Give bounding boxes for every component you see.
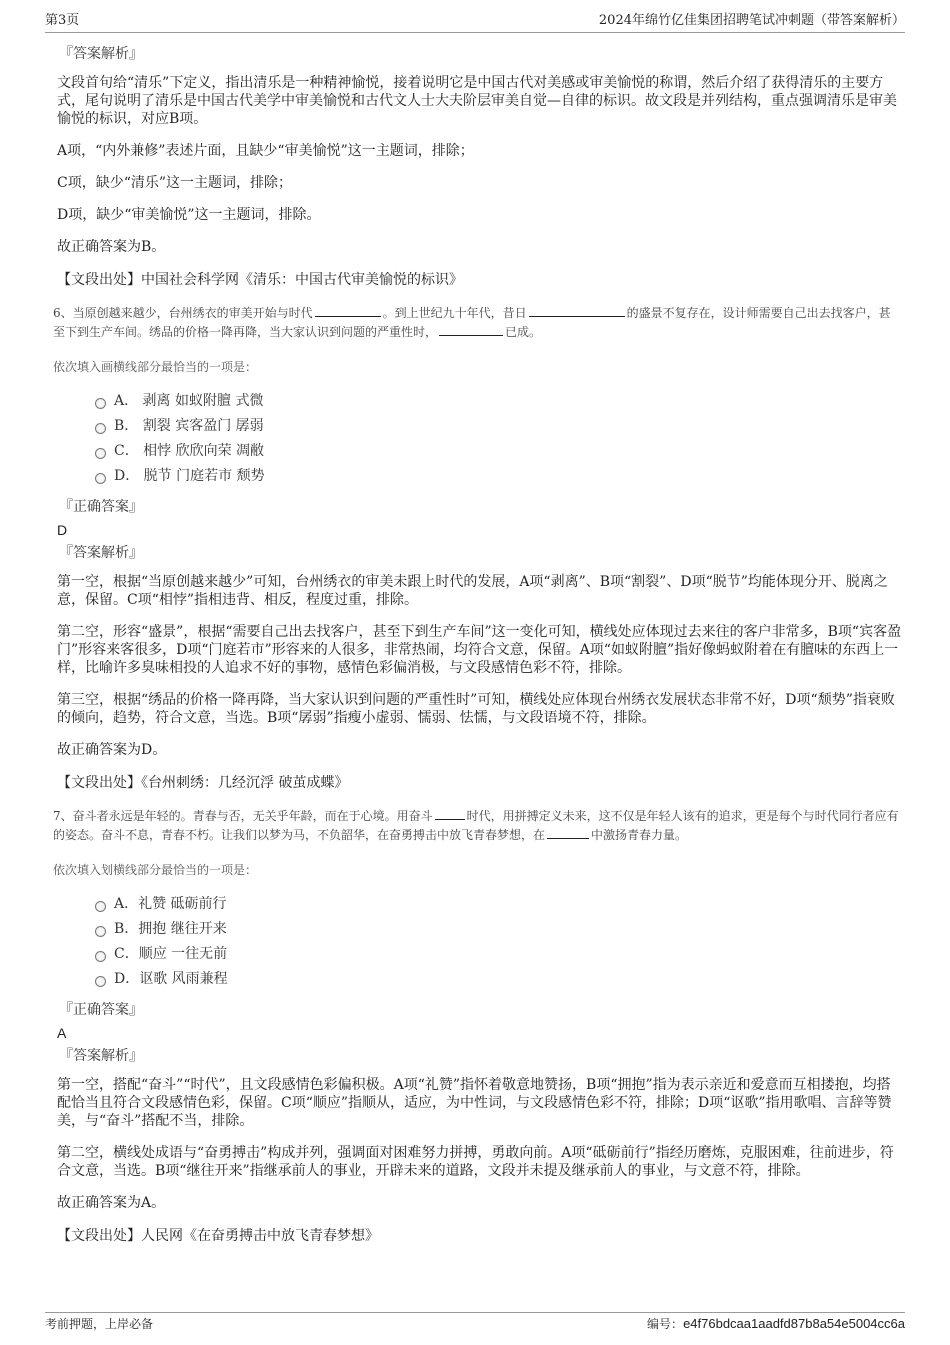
option-d[interactable]: D． 脱节 门庭若市 颓势	[95, 464, 902, 489]
analysis-paragraph: 第二空，形容“盛景”，根据“需要自己出去找客户，甚至下到生产车间”这一变化可知，横线处应体现过去来往的客户非常多，B项“宾客盈门”形容来客很多，D项“门庭若市”形容来的人很多，非常热闹，均符合文意，保留。A项“如蚁附膻”指好像蚂蚁附着在有膻味的东西上一样，比喻许多臭味相投的人追求不好的事物，感情色彩偏消极，与文段感情色彩不符，排除。	[57, 624, 902, 676]
analysis-paragraph: 第三空，根据“绣品的价格一降再降，当大家认识到问题的严重性时”可知，横线处应体现台州绣衣发展状态非常不好，D项“颓势”指衰败的倾向，趋势，符合文意，当选。B项“孱弱”指瘦小虚弱、懦弱、怯懦，与文段语境不符，排除。	[57, 692, 895, 726]
answer-analysis-label: 『答案解析』	[59, 1048, 143, 1064]
page-header	[45, 10, 905, 33]
analysis-paragraph: 第二空，横线处成语与“奋勇搏击”构成并列，强调面对困难努力拼搏，勇敢向前。A项“砥砺前行”指经历磨炼，克服困难，往前进步，符合文意，当选。B项“继往开来”指继承前人的事业，开辟未来的道路，文段并未提及继承前人的事业，与文意不符，排除。	[57, 1145, 894, 1179]
question-prompt: 依次填入画横线部分最恰当的一项是：	[53, 360, 258, 374]
document-body	[53, 40, 902, 1260]
option-a[interactable]: A． 剥离 如蚁附膻 式微	[95, 389, 902, 414]
radio-icon[interactable]	[95, 951, 106, 962]
option-list	[95, 892, 902, 992]
option-a[interactable]: A．礼赞 砥砺前行	[95, 892, 902, 917]
option-c[interactable]: C．顺应 一往无前	[95, 942, 902, 967]
analysis-paragraph: 文段首句给“清乐”下定义，指出清乐是一种精神愉悦，接着说明它是中国古代对美感或审美愉悦的称谓，然后介绍了获得清乐的主要方式，尾句说明了清乐是中国古代美学中审美愉悦和古代文人士大夫阶层审美自觉—自律的标识。故文段是并列结构，重点强调清乐是审美愉悦的标识，对应B项。	[57, 75, 897, 127]
question-prompt: 依次填入划横线部分最恰当的一项是：	[53, 863, 258, 877]
document-title: 2024年绵竹亿佳集团招聘笔试冲刺题（带答案解析）	[598, 13, 905, 28]
document-id-value: e4f76bdcaa1aadfd87b8a54e5004cc6a	[683, 1316, 905, 1331]
source-citation: 【文段出处】《台州刺绣：几经沉浮 破茧成蝶》	[57, 775, 349, 791]
analysis-paragraph: 第一空，搭配“奋斗”“时代”，且文段感情色彩偏积极。A项“礼赞”指怀着敬意地赞扬，B项“拥抱”指为表示亲近和爱意而互相搂抱，均搭配恰当且符合文段感情色彩，保留。C项“顺应”指顺从，适应，为中性词，与文段感情色彩不符，排除；D项“讴歌”指用歌唱、言辞等赞美，与“奋斗”搭配不当，排除。	[57, 1077, 892, 1129]
correct-answer-label: 『正确答案』	[59, 499, 143, 515]
page-footer	[45, 1312, 905, 1334]
document-id-label: 编号：	[647, 1317, 684, 1331]
correct-answer-label: 『正确答案』	[59, 1002, 143, 1018]
conclusion-paragraph: 故正确答案为B。	[57, 239, 166, 255]
radio-icon[interactable]	[95, 448, 106, 459]
radio-icon[interactable]	[95, 423, 106, 434]
answer-analysis-label: 『答案解析』	[59, 46, 143, 62]
analysis-paragraph: D项，缺少“审美愉悦”这一主题词，排除。	[57, 207, 321, 223]
source-citation: 【文段出处】人民网《在奋勇搏击中放飞青春梦想》	[57, 1228, 379, 1244]
blank-2	[547, 826, 589, 839]
correct-answer: A	[57, 1025, 67, 1041]
radio-icon[interactable]	[95, 976, 106, 987]
blank-2	[529, 304, 625, 317]
analysis-paragraph: C项，缺少“清乐”这一主题词，排除；	[57, 175, 293, 191]
question-6-text: 6、当原创越来越少，台州绣衣的审美开始与时代 。到上世纪九十年代，昔日 的盛景不复存在，设计师需要自己出去找客户，甚至下到生产车间。绣品的价格一降再降，当大家认识到问题的严重性时， 已成。	[53, 306, 891, 339]
option-b[interactable]: B．拥抱 继往开来	[95, 917, 902, 942]
conclusion-paragraph: 故正确答案为D。	[57, 742, 167, 758]
footer-slogan: 考前押题，上岸必备	[45, 1317, 154, 1331]
radio-icon[interactable]	[95, 901, 106, 912]
radio-icon[interactable]	[95, 473, 106, 484]
conclusion-paragraph: 故正确答案为A。	[57, 1195, 166, 1211]
radio-icon[interactable]	[95, 398, 106, 409]
document-id	[647, 1314, 905, 1334]
option-b[interactable]: B． 割裂 宾客盈门 孱弱	[95, 414, 902, 439]
option-c[interactable]: C． 相悖 欣欣向荣 凋敝	[95, 439, 902, 464]
analysis-paragraph: A项，“内外兼修”表述片面，且缺少“审美愉悦”这一主题词，排除；	[57, 143, 474, 159]
question-7-text: 7、奋斗者永远是年轻的。青春与否，无关乎年龄，而在于心境。用奋斗 时代，用拼搏定义未来，这不仅是年轻人该有的追求，更是每个与时代同行者应有的姿态。奋斗不息，青春不朽。让我们以梦为马，不负韶华，在奋勇搏击中放飞青春梦想，在 中激扬青春力量。	[53, 809, 899, 842]
correct-answer: D	[57, 522, 68, 538]
blank-1	[435, 807, 465, 820]
answer-analysis-label: 『答案解析』	[59, 545, 143, 561]
option-d[interactable]: D．讴歌 风雨兼程	[95, 967, 902, 992]
source-citation: 【文段出处】中国社会科学网《清乐：中国古代审美愉悦的标识》	[57, 272, 463, 288]
option-list	[95, 389, 902, 489]
blank-1	[315, 304, 381, 317]
page-number: 第3页	[45, 13, 80, 28]
analysis-paragraph: 第一空，根据“当原创越来越少”可知，台州绣衣的审美未跟上时代的发展，A项“剥离”、B项“割裂”、D项“脱节”均能体现分开、脱离之意，保留。C项“相悖”指相违背、相反，程度过重，排除。	[57, 574, 888, 608]
blank-3	[439, 323, 503, 336]
radio-icon[interactable]	[95, 926, 106, 937]
